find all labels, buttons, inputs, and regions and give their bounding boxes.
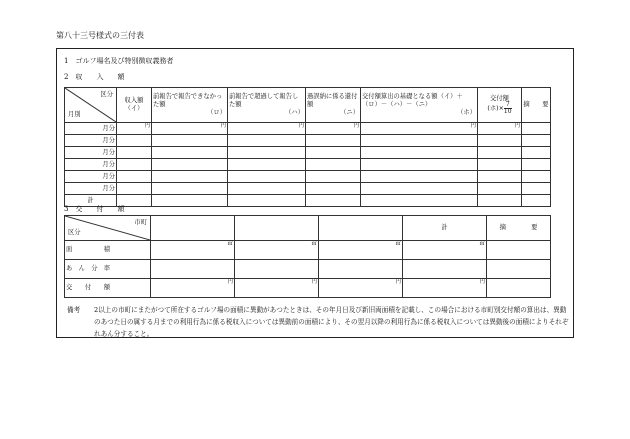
unit-sqm: ㎡ — [235, 241, 319, 260]
section-golf-course-name: 1 ゴルフ場名及び特別徴収義務者 — [64, 57, 174, 65]
row-label-ratio: あ ん 分 率 — [65, 260, 151, 279]
unit-yen: 円 — [478, 123, 522, 135]
unit-sqm: ㎡ — [151, 241, 235, 260]
row-label-grant-amount: 交 付 額 — [65, 279, 151, 298]
unit-yen: 円 — [117, 123, 152, 135]
remarks-cell — [487, 279, 551, 298]
revenue-corner-cell — [65, 88, 117, 123]
total-label: 計 — [65, 195, 117, 207]
grant-amount-row — [65, 279, 551, 298]
header-unreported-b: 前報告で報告できなかった額 （ロ） — [152, 88, 228, 123]
revenue-month-row — [65, 147, 551, 159]
grant-header-row — [65, 216, 551, 241]
corner-label-month: 月別 — [68, 111, 81, 119]
unit-yen: 円 — [403, 279, 487, 298]
grant-corner-cell — [65, 216, 151, 241]
remarks-cell — [522, 123, 551, 135]
header-total: 計 — [403, 216, 487, 241]
month-label: 月分 — [65, 183, 117, 195]
city-column-cell — [319, 216, 403, 241]
header-overreported-c: 前報告で超過して報告した額 （ハ） — [228, 88, 306, 123]
revenue-total-row — [65, 195, 551, 207]
unit-yen: 円 — [306, 123, 361, 135]
city-column-cell — [151, 216, 235, 241]
remarks-note — [67, 304, 570, 340]
section-grant: 3 交 付 額 — [64, 205, 125, 213]
section-revenue: 2 収 入 額 — [64, 73, 125, 81]
month-label: 月分 — [65, 135, 117, 147]
revenue-month-row — [65, 171, 551, 183]
unit-yen: 円 — [152, 123, 228, 135]
form-title: 第八十三号様式の三付表 — [56, 31, 144, 40]
remarks-cell — [487, 241, 551, 260]
corner-label-city: 市町 — [134, 219, 147, 226]
revenue-month-row — [65, 183, 551, 195]
month-label: 月分 — [65, 123, 117, 135]
revenue-table — [64, 87, 551, 207]
revenue-month-row — [65, 159, 551, 171]
unit-yen: 円 — [235, 279, 319, 298]
header-revenue-a: 収入額 （イ） — [117, 88, 152, 123]
header-refund-d: 過誤納に係る還付額 （ニ） — [306, 88, 361, 123]
grant-table — [64, 215, 551, 298]
revenue-month-row — [65, 123, 551, 135]
note-label: 備考 — [67, 306, 81, 314]
month-label: 月分 — [65, 159, 117, 171]
corner-label-category: 区分 — [68, 229, 81, 237]
header-remarks: 摘 要 — [487, 216, 551, 241]
grant-area-row — [65, 241, 551, 260]
unit-yen: 円 — [319, 279, 403, 298]
header-remarks: 摘 要 — [522, 88, 551, 123]
month-label: 月分 — [65, 171, 117, 183]
revenue-header-row — [65, 88, 551, 123]
fraction-seven-tenths: $\frac{7}{10}$ — [503, 101, 512, 116]
unit-sqm: ㎡ — [403, 241, 487, 260]
unit-yen: 円 — [151, 279, 235, 298]
unit-yen: 円 — [361, 123, 478, 135]
unit-yen: 円 — [228, 123, 306, 135]
month-label: 月分 — [65, 147, 117, 159]
grant-ratio-row — [65, 260, 551, 279]
corner-label-category: 区分 — [100, 91, 113, 98]
unit-sqm: ㎡ — [319, 241, 403, 260]
note-text: 2以上の市町にまたがつて所在するゴルフ場の面積に異動があつたときは、その年月日及び新旧両面積を記載し、この場合における市町別交付額の算出は、異動のあつた日の属する月までの利用行為に係る税収入については異動前の面積により、その翌月以降の利用行為に係る税収入については異動後の面積によりそれぞれあん分すること。 — [94, 306, 569, 338]
header-base-amount-e: 交付額算出の基礎となる額（イ）＋（ロ）－（ハ）－（ニ） （ホ） — [361, 88, 478, 123]
row-label-area: 面 積 — [65, 241, 151, 260]
city-column-cell — [235, 216, 319, 241]
header-grant-amount: 交付額 (ホ)× $\frac{7}{10}$ — [478, 88, 522, 123]
revenue-month-row — [65, 135, 551, 147]
